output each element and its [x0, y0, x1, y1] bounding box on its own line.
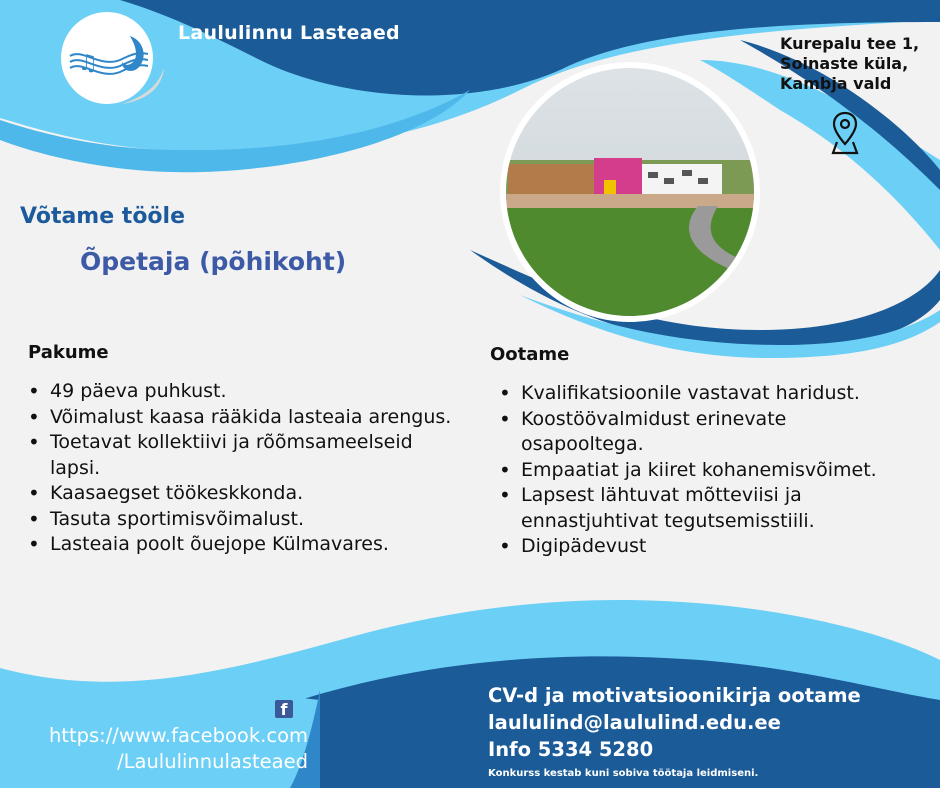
list-item: • Võimalust kaasa rääkida lasteaia arengus. — [26, 405, 466, 431]
list-item: • Kvalifikatsioonile vastavat haridust. — [497, 381, 897, 407]
address-line: Kambja vald — [780, 74, 892, 93]
list-item: • Empaatiat ja kiiret kohanemisvõimet. — [497, 458, 897, 484]
hiring-heading: Võtame tööle — [20, 204, 186, 229]
job-title: Õpetaja (põhikoht) — [80, 247, 347, 276]
location-pin-icon — [830, 110, 860, 156]
list-item: • Toetavat kollektiivi ja rõõmsameelseid lapsi. — [26, 430, 466, 481]
list-item: • Tasuta sportimisvõimalust. — [26, 507, 466, 533]
list-item: • Lapsest lähtuvat mõtteviisi ja ennastjuhtivat tegutsemisstiili. — [497, 483, 897, 534]
kindergarten-photo — [498, 60, 762, 324]
brand-name: Laululinnu Lasteaed — [178, 22, 400, 44]
expect-list — [497, 381, 897, 560]
facebook-icon[interactable]: f — [275, 700, 293, 718]
address-line: Kurepalu tee 1, — [780, 34, 920, 53]
svg-text:♫: ♫ — [78, 51, 98, 76]
offer-list — [26, 379, 466, 558]
list-item: • Kaasaegset töökeskkonda. — [26, 481, 466, 507]
contact-phone[interactable]: Info 5334 5280 — [488, 738, 654, 761]
contact-line: CV-d ja motivatsioonikirja ootame — [488, 684, 861, 707]
contact-email[interactable]: laululind@laululind.edu.ee — [488, 711, 781, 734]
expect-title: Ootame — [490, 344, 570, 365]
facebook-link[interactable] — [8, 723, 308, 775]
list-item: • 49 päeva puhkust. — [26, 379, 466, 405]
offer-title: Pakume — [28, 342, 109, 363]
facebook-url-line2: /Laululinnulasteaed — [117, 750, 308, 773]
contact-block — [488, 682, 861, 781]
address-line: Soinaste küla, — [780, 54, 909, 73]
list-item: • Digipädevust — [497, 534, 897, 560]
facebook-url-line1: https://www.facebook.com — [48, 724, 308, 747]
list-item: • Koostöövalmidust erinevate osapooltega. — [497, 407, 897, 458]
list-item: • Lasteaia poolt õuejope Külmavares. — [26, 532, 466, 558]
contest-note: Konkurss kestab kuni sobiva töötaja leidmiseni. — [488, 768, 759, 779]
address — [780, 34, 919, 94]
logo-sticker — [52, 8, 172, 128]
